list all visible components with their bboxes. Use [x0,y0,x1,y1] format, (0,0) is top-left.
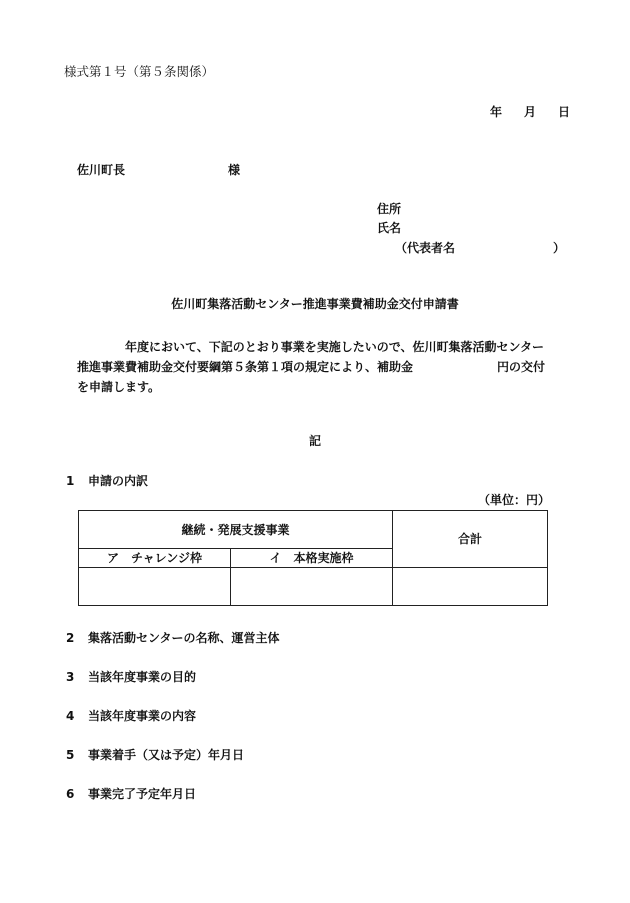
body-line-2-before: 推進事業費補助金交付要綱第５条第１項の規定により、補助金 [77,360,414,374]
section-3 [66,671,196,683]
applicant-address-label: 住所 [377,202,402,216]
body-line-2 [77,357,569,377]
body-line-2-after: 円の交付 [497,360,546,374]
section-1 [66,475,148,487]
section-number: 4 [66,709,75,723]
applicant-representative-close: ） [553,241,566,255]
body-line-3: を申請します。 [77,380,161,394]
body-line-1: 年度において、下記のとおり事業を実施したいので、佐川町集落活動センター [125,340,545,354]
form-number: 様式第１号（第５条関係） [64,64,215,79]
section-label: 申請の内訳 [88,474,149,488]
section-label: 当該年度事業の内容 [88,709,197,723]
value-total-cell [393,568,548,606]
header-total-cell: 合計 [393,511,548,568]
date-month-label: 月 [524,105,537,119]
sub-header-i-cell: イ 本格実施枠 [231,549,393,568]
section-label: 当該年度事業の目的 [88,670,197,684]
section-4 [66,710,196,722]
addressee-honorific: 様 [228,163,241,177]
date-day-label: 日 [558,105,571,119]
section-2 [66,632,280,644]
ki-heading: 記 [308,434,321,448]
breakdown-table [78,510,548,606]
value-i-cell [231,568,393,606]
sub-header-a-cell: ア チャレンジ枠 [79,549,231,568]
table-row [79,568,548,606]
section-5 [66,749,244,761]
value-a-cell [79,568,231,606]
addressee-name: 佐川町長 [77,163,126,177]
date-line [490,106,570,118]
section-label: 事業着手（又は予定）年月日 [88,748,245,762]
request-body [77,337,569,397]
applicant-representative-label: （代表者名 [395,241,456,255]
section-number: 5 [66,748,75,762]
section-number: 1 [66,474,75,488]
section-number: 3 [66,670,75,684]
header-group-cell: 継続・発展支援事業 [79,511,393,549]
section-label: 集落活動センターの名称、運営主体 [88,631,280,645]
document-title: 佐川町集落活動センター推進事業費補助金交付申請書 [171,297,459,311]
date-year-label: 年 [490,105,503,119]
section-6 [66,788,196,800]
table-row [79,511,548,549]
section-number: 2 [66,631,75,645]
section-number: 6 [66,787,75,801]
section-label: 事業完了予定年月日 [88,787,197,801]
unit-label: （単位：円） [478,493,551,507]
applicant-name-label: 氏名 [377,221,402,235]
